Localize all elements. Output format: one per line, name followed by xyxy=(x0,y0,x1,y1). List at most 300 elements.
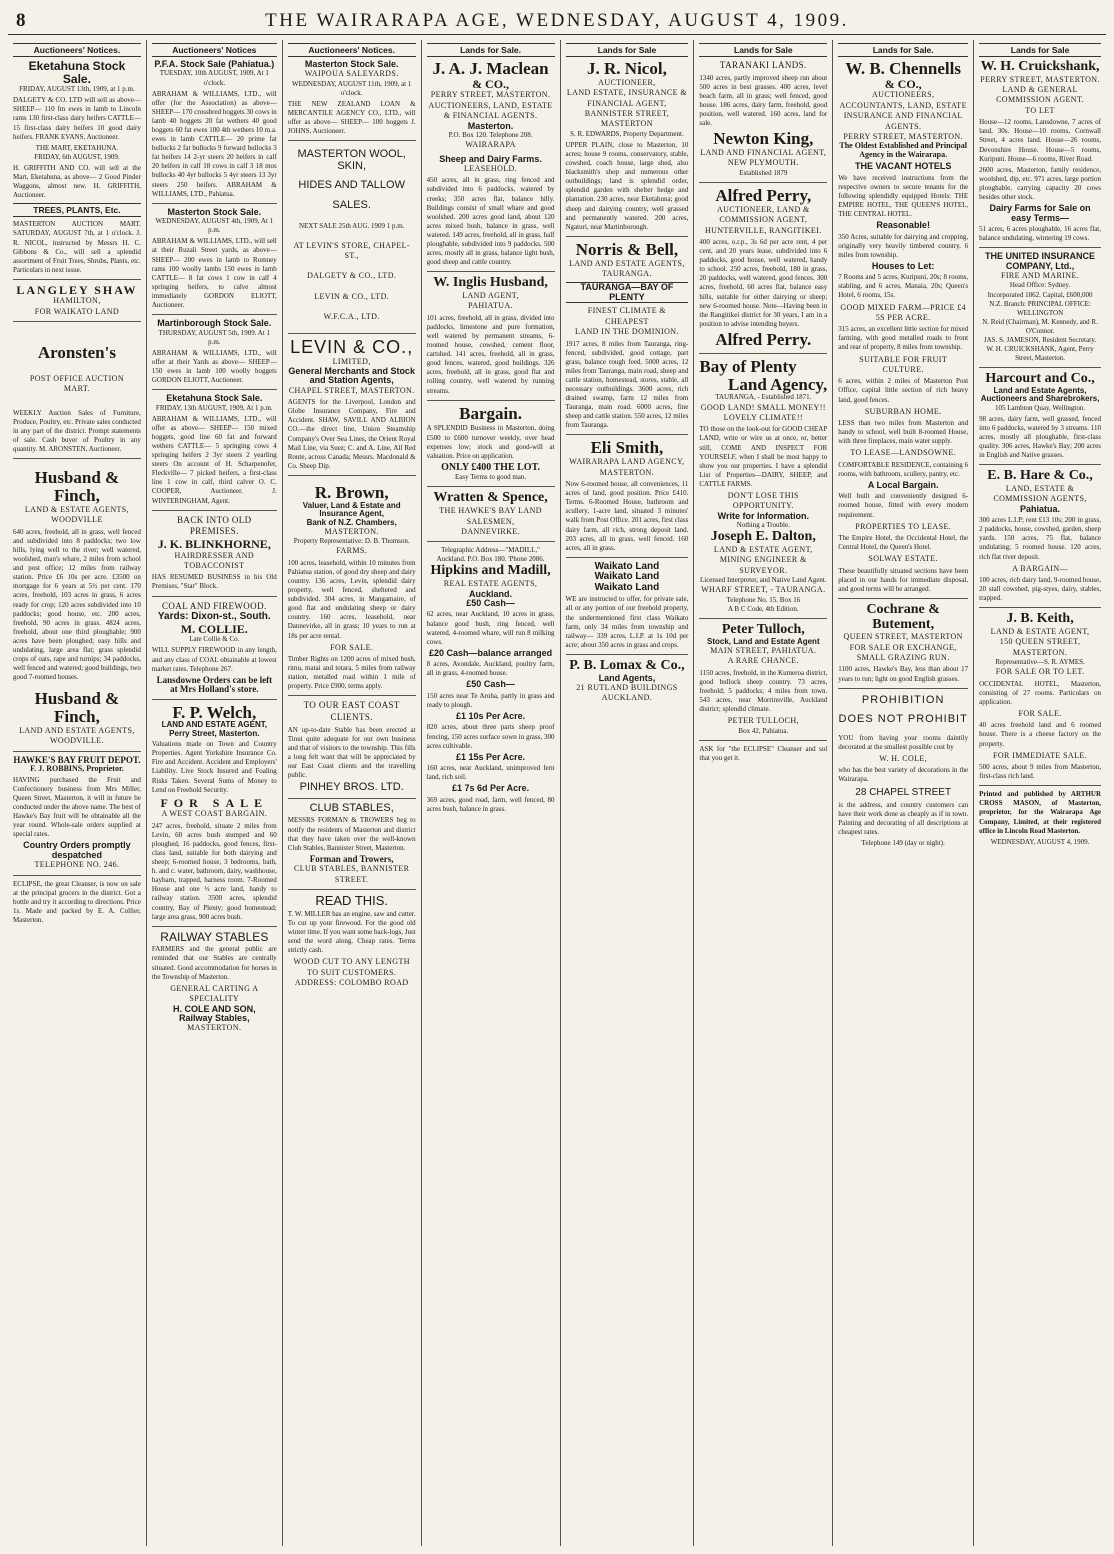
advertiser-name: Alfred Perry, xyxy=(715,185,812,205)
ad-body: 400 acres, o.r.p., 3s 6d per acre rent, 4 per cent, and 20 years lease, subdivided into 6 paddocks, good house, well watered, handy to school. 250 acres, freehold, 180 in grass, 20 paddocks, well watered, good fences. 300 acres, freehold, 60 acres flat, balance easy hills, suitable for either dairying or sheep; new 6-roomed house. Note—Having been in the Rangitikei district for 30 years, I am in a position to advise intending buyers. xyxy=(699,237,828,328)
sale-date: THURSDAY, AUGUST 5th, 1909. At 1 p.m. xyxy=(158,328,271,346)
sale-notice: THE NEW ZEALAND LOAN & MERCANTILE AGENCY CO., LTD., will offer as above— SHEEP— 100 hoggets J. JOHNS, Auctioneer. xyxy=(287,100,416,136)
advertiser-name: THE UNITED INSURANCE COMPANY, Ltd., xyxy=(985,251,1096,271)
advertiser-tagline: and Station Agents, xyxy=(309,375,394,386)
advertiser-name: Cochrane & Butement, xyxy=(866,601,940,632)
listing-price: £1 7s 6d Per Acre. xyxy=(451,783,530,794)
ad-body: ECLIPSE, the great Cleanser, is now on sale at the principal grocers in the district. Got a bottle and try it according to directions. Price 1s. Made and packed by E. A. Collier, Masterton. xyxy=(13,879,141,924)
advertiser-tagline: HAIRDRESSER AND TOBACCONIST xyxy=(174,550,255,570)
ad-headline: MASTERTON WOOL, SKIN, xyxy=(297,148,406,172)
advertiser-address: CLUB STABLES, BANNISTER STREET. xyxy=(293,864,410,884)
advertiser-location: MASTERTON. xyxy=(324,526,379,536)
ad-headline: A RARE CHANCE. xyxy=(727,656,799,666)
advertiser-tagline: Land and Estate Agents, Auctioneers and Sharebrokers, xyxy=(980,385,1100,404)
listing-price: £50 Cash— xyxy=(466,679,515,690)
advertiser-name: W. B. Chennells xyxy=(845,59,961,78)
advertiser-name: W. H. Cruickshank, xyxy=(980,59,1100,74)
advertiser-name: Norris & Bell, xyxy=(575,239,679,259)
ad-body: YOU from having your rooms daintily decorated at the smallest possible cost by xyxy=(838,733,969,751)
ad-note: Lansdowne Orders can be left at Mrs Holland's store. xyxy=(156,674,273,695)
advertiser-name-suffix: & CO., xyxy=(884,76,922,91)
divider xyxy=(979,367,1101,368)
advertiser-tagline: LAND AND ESTATE AGENT, xyxy=(161,720,267,730)
ad-headline: COAL AND FIREWOOD. xyxy=(162,600,267,611)
advertiser-name: J. B. Keith, xyxy=(1006,611,1074,627)
divider xyxy=(152,203,277,204)
sale-date: FRIDAY, 6th AUGUST, 1909. xyxy=(34,152,120,161)
ad-subheadline: SUBURBAN HOME. xyxy=(864,406,942,416)
ad-note: Property Representative: D. B. Thomson. xyxy=(293,537,410,546)
advertiser-tagline: REAL ESTATE AGENTS, xyxy=(443,579,538,589)
ad-headline: SALES. xyxy=(332,199,371,212)
advertiser-name: F. P. Welch, xyxy=(172,702,257,722)
divider xyxy=(13,751,141,752)
advertiser-name: Hipkins and Madill, xyxy=(430,563,551,579)
advertiser-tagline: Licensed Interpreter, and Native Land Agent. xyxy=(699,576,827,585)
advertiser-location: Pahiatua. xyxy=(1020,503,1061,514)
advertiser-tagline: LAND AND ESTATE AGENTS, xyxy=(19,726,135,736)
ad-body: These beautifully situated sections have been placed in our hands for immediate disposal, and good terms will be arranged. xyxy=(838,566,969,593)
advertiser-tagline: General Merchants and Stock xyxy=(288,365,415,376)
divider xyxy=(699,182,827,183)
advertiser-name: Husband & Finch, xyxy=(34,468,120,506)
advertiser-location: AUCKLAND. xyxy=(601,693,653,703)
divider xyxy=(979,247,1101,248)
advertiser-tagline: Railway Stables, xyxy=(179,1012,250,1023)
ad-headline: THE VACANT HOTELS xyxy=(855,161,952,172)
ad-subheadline: FOR SALE. xyxy=(330,642,374,652)
ad-headline: BACK INTO OLD PREMISES. xyxy=(177,514,252,537)
advertiser-contact: Telephone No. 15. Box 16 xyxy=(726,595,801,604)
divider xyxy=(13,321,141,322)
divider xyxy=(699,618,827,619)
advertiser-tagline: Valuer, Land & Estate and Insurance Agent, xyxy=(302,500,401,519)
sale-date: WEDNESDAY, AUGUST 4th, 1909, At 1 p.m. xyxy=(155,217,274,235)
ad-body: T. W. MILLER has an engine, saw and cutter. To cut up your firewood. For the good old winter time. If you want some back-logs, Just send the word along. Cheap rates. Terms strictly cash. xyxy=(287,909,416,955)
advertiser-name: PINHEY BROS. LTD. xyxy=(299,781,404,794)
ad-highlight: Country Orders promptly despatched xyxy=(23,840,131,860)
ad-subheadline: SOLWAY ESTATE. xyxy=(868,554,938,564)
advertiser-contact: Box 42, Pahiatua. xyxy=(738,726,789,735)
advertiser-name: W. H. COLE, xyxy=(879,753,928,763)
advertiser-name: Wratten & Spence, xyxy=(433,490,548,506)
advertiser-location: Masterton. xyxy=(467,120,514,131)
divider xyxy=(152,314,277,315)
advertiser-region: WAIRARAPA xyxy=(465,140,516,150)
ad-body: 640 acres, freehold, all in grass, well fenced and subdivided into 8 paddocks; two low hills, lying well to the river; well watered, woolshed, man's whare, 2 miles from school and post office; 12 miles from railway station. Price £6 10s per acre. £3500 on mortgage for 6 years at 5½ per cent. 170 acres, freehold, 103 acres in grass, 6 acres ready for crop; 120 acres subdivided into 10 paddocks; good house, etc. 200 acres, freehold, 90 acres in grass. 4824 acres, freehold, about one third ploughable; 900 acres have been ploughed; easy hills and undulating, large area flat; grass splendid crops of oats, rape and turnips; 34 paddocks, well fenced and watered; good buildings, two good 7-roomed houses. xyxy=(13,527,141,682)
advertiser-secretary: JAS. S. JAMESON, Resident Secretary. xyxy=(983,335,1097,344)
advertiser-tagline: LAND AND ESTATE AGENTS, xyxy=(569,258,685,268)
advertiser-name: Newton King, xyxy=(713,129,814,149)
ad-body: 1150 acres, freehold, in the Kumeroa district, good bullock sheep country. 73 acres, freehold; 5 paddocks; 4 miles from town. 543 acres, near Morrinsville, Auckland district; splendid climate. xyxy=(699,668,828,714)
advertiser-tagline: LAND AGENT, xyxy=(462,290,519,300)
advertiser-location: MASTERTON. xyxy=(599,467,655,477)
sale-notice: ABRAHAM & WILLIAMS, LTD., will offer at their Yards as above— SHEEP— 150 ewes in lamb 100 woolly hoggets GORDON ELIOTT, Auctioneer. xyxy=(151,348,277,385)
sale-title: THE MART, EKETAHUNA. xyxy=(35,143,119,152)
advertiser-tagline: LAND & ESTATE AGENTS, xyxy=(24,505,130,515)
divider xyxy=(152,926,277,927)
masthead xyxy=(8,8,1106,34)
column-4 xyxy=(422,40,561,1546)
advertiser-location: WOODVILLE. xyxy=(49,736,104,746)
divider xyxy=(288,333,416,334)
ad-body: 100 acres, rich dairy land, 9-roomed house, 20 stall cowshed, pig-styes, dairy, stables, trapped. xyxy=(979,576,1101,603)
sale-title: P.F.A. Stock Sale (Pahiatua.) xyxy=(154,59,275,69)
ad-note: Nothing a Trouble. xyxy=(736,521,790,530)
ad-subheadline: FOR SALE OR TO LET. xyxy=(995,667,1085,677)
advertiser-tagline: LIMITED, xyxy=(332,356,371,366)
imprint: Printed and published by ARTHUR CROSS MASON, of Masterton, proprietor, for the Wairarapa Age Company, Limited, at their registered office in Lincoln Road Masterton. xyxy=(979,790,1101,835)
advertiser-tagline: AUCTIONEER, xyxy=(598,77,656,87)
agent-name: DALGETY & CO., LTD. xyxy=(307,271,397,281)
advertiser-name: LEVIN & CO., xyxy=(290,336,414,357)
advertiser-tagline: Stock, Land and Estate Agent xyxy=(707,636,820,646)
advertiser-name: LANGLEY SHAW xyxy=(16,282,138,297)
ad-headline: FOR SALE xyxy=(160,795,269,810)
ad-body: TO those on the look-out for GOOD CHEAP LAND, write or wire us at once, or, better still, COME AND INSPECT FOR YOURSELF, when I shall be most happy to show you our properties. I have a splendid List of Properties—DAIRY, SHEEP, and CATTLE FARMS. xyxy=(699,425,828,488)
advertiser-address: PERRY STREET, MASTERTON. xyxy=(430,90,551,100)
divider xyxy=(13,458,141,459)
ad-body: 300 acres L.I.P; rent £13 10s; 200 in grass, 2 paddocks, house, cowshed, garden, sheep yards. 150 acres, 75 flat, balance undulating; 5 roomed house. 120 acres, rich flat river deposit. xyxy=(979,516,1101,561)
advertiser-code: A B C Code, 4th Edition. xyxy=(728,604,799,613)
divider xyxy=(288,695,416,696)
ad-subheadline: Write for Information. xyxy=(717,510,809,521)
advertiser-branch: N.Z. Branch: PRINCIPAL OFFICE: WELLINGTON xyxy=(989,299,1091,317)
advertiser-address: QUEEN STREET, MASTERTON xyxy=(843,632,963,642)
listing-body: 820 acres, about three parts sheep proof fencing, 150 acres surface sown in grass, 300 acres cultivable. xyxy=(426,723,555,750)
advertiser-contact: P.O. Box 120. Telephone 208. xyxy=(448,131,533,140)
ad-address: Yards: Dixon-st., South. xyxy=(157,611,271,623)
sale-title: Eketahuna Stock Sale. xyxy=(166,393,263,404)
ad-body: 98 acres, dairy farm, well grassed, fenced into 6 paddocks, watered by 3 streams. 110 acres, mostly all ploughable, first-class quality. 306 acres, Hawke's Bay; 200 acres in English and Native grasses. xyxy=(979,414,1101,460)
divider xyxy=(838,688,968,689)
advertiser-address: WHARF STREET, - TAURANGA. xyxy=(701,585,826,595)
divider xyxy=(566,434,689,435)
ad-headline: TARANAKI LANDS. xyxy=(719,60,807,70)
divider xyxy=(288,140,416,141)
column-heading: Lands for Sale xyxy=(566,43,689,57)
ad-subheadline: FARMS. xyxy=(336,546,368,556)
advertiser-tagline: Late Collie & Co. xyxy=(189,635,240,644)
column-5 xyxy=(561,40,695,1546)
sale-location: WAIPOUA SALEYARDS. xyxy=(304,69,399,79)
ad-body: 1340 acres, partly improved sheep run about 500 acres in best grasses. 400 acres, level beach farm, all in grass; well fenced, good house. 186 acres, dairy farm, freehold, good position, well watered. 160 acres, land for sale. xyxy=(699,73,828,128)
advertiser-tagline: THE HAWKE'S BAY LAND SALESMEN, xyxy=(439,506,542,526)
sale-title: Eketahuna Stock Sale. xyxy=(28,59,126,86)
ad-subheadline: A Local Bargain. xyxy=(867,479,939,490)
listing-price: £1 15s Per Acre. xyxy=(455,751,526,762)
sale-notice: ABRAHAM & WILLIAMS, LTD., will offer (for the Association) as above— SHEEP— 170 crossbred hoggets 30 cows in lamb 40 hoggets 20 fat wethers 40 good hoggets 60 fat ewes 100 4th wethers 10 m.a. ewes in lamb CATTLE— 20 prime fat bullocks 2 fat bullocks 9 forward bullocks 3 fat heifers 14 2-yr steers 20 heifers in calf 20 heifers in calf 18 cows in calf 3 18 mos bullocks 40 4yr bullocks 5 4yr steers 13 3yr steers 250 heifers. ABRAHAM & WILLIAMS, LTD., Pahiatua. xyxy=(151,89,277,198)
listing-price: £20 Cash—balance arranged xyxy=(429,647,553,658)
divider xyxy=(152,389,277,390)
ad-subheadline: TO LEASE—LANDSOWNE. xyxy=(850,448,957,458)
ad-body: 51 acres, 6 acres ploughable, 16 acres flat, balance undulating, wintering 19 cows. xyxy=(979,224,1101,243)
ad-headline: DOES NOT PROHIBIT xyxy=(838,713,968,726)
ad-body: WE are instructed to offer, for private sale, all or any portion of our freehold property, the undermentioned first class Waikato farm, only 34 miles from township and railway— 339 acres, L.I.P. at 1s 10d per acre; about 350 acres in grass and crops. xyxy=(565,595,689,649)
ad-body: 315 acres, an excellent little section for mixed farming, with good metalled roads to front and rear of property, 8 miles from township. xyxy=(838,325,969,352)
ad-headline: Waikato Land xyxy=(594,571,660,583)
ad-body: COMFORTABLE RESIDENCE, containing 6 rooms, with bathroom, scullery, pantry, etc. xyxy=(838,460,969,478)
ad-date: NEXT SALE 25th AUG. 1909 1 p.m. xyxy=(298,221,405,230)
column-3 xyxy=(283,40,422,1546)
sale-notice: MASTERTON AUCTION MART. SATURDAY, AUGUST 7th, at 1 o'clock. J. R. NICOL, instructed by Messrs H. C. Gibbons & Co., will sell a splendid assortment of Fruit Trees, Shrubs, Plants, etc. Particulars in next issue. xyxy=(13,220,141,274)
advertiser-address: CHAPEL STREET, MASTERTON. xyxy=(288,385,415,395)
advertiser-tagline: LAND & GENERAL COMMISSION AGENT. xyxy=(996,85,1085,105)
divider xyxy=(566,654,689,655)
advertiser-directors: N. Reid (Chairman), M. Kennedy, and R. O'Connor. xyxy=(982,317,1098,335)
ad-body: OCCIDENTAL HOTEL, Masterton, consisting of 27 rooms. Particulars on application. xyxy=(979,679,1101,706)
advertiser-location: HUNTERVILLE, RANGITIKEI. xyxy=(704,225,822,235)
advertiser-address: 105 Lambton Quay, Wellington. xyxy=(995,403,1086,412)
advertiser-name: Bay of Plenty xyxy=(699,356,797,376)
listing-price: £1 10s Per Acre. xyxy=(455,711,526,722)
page-number: 8 xyxy=(16,10,26,31)
column-6 xyxy=(694,40,833,1546)
ad-subheadline: GOOD MIXED FARM—PRICE £4 5S PER ACRE. xyxy=(840,302,967,322)
advertiser-tagline: AUCTIONEER, LAND & COMMISSION AGENT, xyxy=(716,204,810,225)
ad-headline: CLUB STABLES, xyxy=(309,801,394,814)
ad-headline: Waikato Land xyxy=(594,581,660,593)
ad-headline: HIDES AND TALLOW xyxy=(298,179,405,192)
column-heading: Lands for Sale xyxy=(699,43,827,57)
ad-body: 100 acres, leasehold, within 10 minutes from Pahiatua station, of good dry sheep and dairy country. 136 acres, Levin, splendid dairy property, well fenced, sheltered and subdivided. 304 acres, in Mangamaire, of good flat and undulating sheep or dairy country. 160 acres, leasehold, near Dannevirke, all in grass; 10 years to run at 18s per acre rental. xyxy=(287,558,416,640)
advertiser-department: S. R. EDWARDS, Property Department. xyxy=(570,129,684,138)
advertiser-tagline: Land Agents, xyxy=(598,672,656,683)
advertiser-name: Aronsten's xyxy=(37,343,116,363)
advertiser-location: PAHIATUA. xyxy=(468,301,513,311)
advertiser-proprietor: F. J. ROBBINS, Proprietor. xyxy=(30,764,124,774)
advertiser-slogan: The Oldest Established and Principal Agency in the Wairarapa. xyxy=(839,141,967,159)
sale-notice: ABRAHAM & WILLIAMS, LTD., will offer as above— SHEEP— 150 mixed hoggets, good line 60 fat and forward wethers CATTLE— 5 springing cows 4 springing heifers 2 3yr steers 2 yearling steers On account of H. Scharpenofer, Fleckville— 7 picked heifers, a first-class line 1 cow in calf, third calver O. C. COOPER, Auctioneer. J. WINTERINGHAM, Agent. xyxy=(151,414,277,505)
listing-body: 369 acres, good road, farm, well fenced, 80 acres bush, balance in grass. xyxy=(426,795,555,813)
ad-body: 500 acres, about 9 miles from Masterton, first-class rich land. xyxy=(979,763,1101,781)
advertiser-location: MASTERTON. xyxy=(187,1023,242,1033)
advertiser-tagline: MART. xyxy=(63,384,90,394)
ad-subheadline: FOR IMMEDIATE SALE. xyxy=(993,750,1088,760)
advertiser-address: PERRY STREET, MASTERTON. xyxy=(843,132,964,141)
divider xyxy=(288,889,416,890)
advertiser-address: MAIN STREET, PAHIATUA. xyxy=(710,645,817,655)
ad-body: 40 acres freehold land and 6 roomed house. There is a cheese factory on the property. xyxy=(979,721,1101,748)
listing-price: £50 Cash— xyxy=(466,597,515,608)
page-columns xyxy=(8,40,1106,1546)
advertiser-tagline: FIRE AND MARINE. xyxy=(1000,271,1080,281)
divider xyxy=(13,875,141,876)
column-8 xyxy=(974,40,1106,1546)
divider xyxy=(427,541,555,542)
advertiser-name: W. Inglis Husband, xyxy=(433,275,548,291)
listing-body: 8 acres, Avondale, Auckland, poultry farm, all in grass, 4-roomed house. xyxy=(426,660,555,678)
divider xyxy=(979,785,1101,786)
advertiser-name: Harcourt and Co., xyxy=(985,371,1095,387)
column-2 xyxy=(147,40,283,1546)
divider xyxy=(699,353,827,354)
ad-subheadline: PROPERTIES TO LEASE. xyxy=(855,521,952,531)
advertiser-contact: Telegraphic Address—"MADILL," Auckland. P.O. Box 180. 'Phone 2086. xyxy=(436,546,545,564)
ad-subheadline: FOR SALE OR EXCHANGE, SMALL GRAZING RUN. xyxy=(849,642,957,663)
ad-body: is the address, and country customers can have their work done as cheaply as if in town. Painting and decorating of all descriptions at cheapest rates. xyxy=(838,800,969,837)
advertiser-capital: Incorporated 1862. Capital, £600,000 xyxy=(987,290,1093,299)
ad-body: 247 acres, freehold, situate 2 miles from Levin, 60 acres bush stumped and 60 ploughed, 16 paddocks, good fences, first-class land, suitable for both dairying and sheep; 6-roomed house, 3 bedrooms, bath, h. and c. water, bathroom, dairy, washhouse, haybarn, trapped, harness room. 7-Roomed House and one ½ acre land, handy to railway station. 3500 acres, splendid country, Bay of Plenty; good homestead; large area grass, 900 acres bush. xyxy=(151,821,277,921)
advertiser-location: WOODVILLE xyxy=(51,515,103,525)
advertiser-address: PERRY STREET, MASTERTON. xyxy=(980,74,1100,84)
ad-subheadline: TO LET xyxy=(1025,105,1055,115)
divider xyxy=(152,699,277,700)
advertiser-name: H. COLE AND SON, xyxy=(172,1003,256,1014)
divider xyxy=(566,236,689,237)
advertiser-name: R. Brown, xyxy=(314,482,389,502)
advertiser-name: J. A. J. Maclean xyxy=(432,59,549,78)
column-heading: Auctioneers' Notices xyxy=(152,43,277,57)
divider xyxy=(979,464,1101,465)
divider xyxy=(566,557,689,558)
divider xyxy=(152,510,277,511)
divider xyxy=(152,596,277,597)
advertiser-name: E. B. Hare & Co., xyxy=(987,468,1093,484)
ad-body: The Empire Hotel, the Occidental Hotel, the Central Hotel, the Queen's Hotel. xyxy=(838,534,969,552)
ad-body: 1100 acres, Hawke's Bay, less than about 17 years to run; light on good English grasses. xyxy=(838,665,969,683)
divider xyxy=(13,279,141,280)
ad-subheadline: FOR SALE. xyxy=(1018,708,1062,718)
advertiser-tagline: POST OFFICE AUCTION xyxy=(29,374,124,384)
ad-location: AT LEVIN'S STORE, CHAPEL-ST., xyxy=(293,240,410,261)
ad-body: MESSRS FORMAN & TROWERS beg to notify the residents of Masterton and district that they have taken over the well-known Club Stables, Bannister Street, Masterton. xyxy=(287,816,416,852)
sale-title: Masterton Stock Sale. xyxy=(167,206,262,217)
advertiser-address: 150 QUEEN STREET, MASTERTON. xyxy=(999,637,1081,657)
divider xyxy=(427,271,555,272)
advertiser-location: TAURANGA, - Established 1871. xyxy=(715,393,812,402)
advertiser-tagline: LAND & ESTATE AGENT, xyxy=(990,627,1090,637)
divider xyxy=(427,486,555,487)
ad-body: 2600 acres, Masterton, family residence, woolshed, dip, etc. 971 acres, large portion ploughable, carrying capacity 20 cows besides other stock. xyxy=(979,165,1101,201)
column-heading: Lands for Sale. xyxy=(838,43,968,57)
ad-body: 7 Rooms and 5 acres, Kuripuni, 20s; 8 rooms, stabling, and 6 acres, Manaia, 20s; Queen's Hotel, 6 rooms, 15s. xyxy=(838,273,969,300)
ad-subheadline: LEASEHOLD. xyxy=(464,163,518,173)
ad-body: Valuations made on Town and Country Properties. Agent Yorkshire Insurance Co. Fire and Accident. Accident and Employers' Liability. Live Stock Insured and Foaling Risks Taken. Several Sums of Money to Lend on Freehold Security. xyxy=(151,740,277,794)
ad-headline: TO OUR EAST COAST CLIENTS. xyxy=(303,700,400,723)
advertiser-name: Forman and Trowers, xyxy=(309,853,394,864)
advertiser-name: RAILWAY STABLES xyxy=(160,929,269,944)
column-heading: Auctioneers' Notices. xyxy=(13,43,141,57)
advertiser-tagline: LAND ESTATE, INSURANCE & FINANCIAL AGENT, xyxy=(566,88,687,108)
advertiser-name: Land Agency, xyxy=(728,374,828,394)
ad-headline: Waikato Land xyxy=(594,560,660,572)
ad-body: WILL SUPPLY FIREWOOD in any length, and any class of COAL obtainable at lowest market rates. Telephone 267. xyxy=(151,646,277,673)
ad-subheadline: DON'T LOSE THIS OPPORTUNITY. xyxy=(727,490,799,511)
ad-body: 350 Acres, suitable for dairying and cropping, originally very heavily timbered country, 6 miles from township. xyxy=(838,232,969,259)
advertiser-name: Eli Smith, xyxy=(590,438,664,458)
divider xyxy=(699,740,827,741)
advertiser-name: J. K. BLINKHORNE, xyxy=(157,536,271,551)
sale-title: Martinborough Stock Sale. xyxy=(157,318,272,329)
ad-body: Now 6-roomed house, all conveniences, 11 acres of land, good position. Price £410. Terms. 6-Roomed House, bathroom and scullery, 1-acre land, situated 3 minutes' walk from Post Office. 201 acres, first class dairy farm, all rich, strong deposit land. 203 acres, all in grass, well fenced. 160 acres, all in grass. xyxy=(565,480,689,552)
ad-body: AN up-to-date Stable has been erected at Tinui quite adequate for our own business and that of visitors to the township. This fills a long felt want that will be appreciated by our East Coast clients and the travelling public. xyxy=(287,725,416,780)
advertiser-tagline: WAIRARAPA LAND AGENCY, xyxy=(569,457,685,467)
ad-body: HAS RESUMED BUSINESS in his Old Premises, "Star" Block. xyxy=(151,573,277,591)
ad-subheadline: A WEST COAST BARGAIN. xyxy=(161,809,268,819)
advertiser-location: Auckland. xyxy=(469,588,513,599)
ad-headline: GOOD LAND! SMALL MONEY!! LOVELY CLIMATE!! xyxy=(700,402,826,422)
advertiser-address: BANNISTER STREET, MASTERTON xyxy=(584,109,670,129)
advertiser-name: Peter Tulloch, xyxy=(721,621,805,637)
advertiser-address: 21 RUTLAND BUILDINGS xyxy=(576,683,678,692)
advertiser-agent: W. H. CRUICKSHANK, Agent, Perry Street, Masterton. xyxy=(986,345,1094,363)
divider xyxy=(427,400,555,401)
advertiser-tagline: AUCTIONEERS, ACCOUNTANTS, LAND, ESTATE INSURANCE AND FINANCIAL AGENTS. xyxy=(839,90,967,131)
ad-body: Well built and conveniently designed 6-roomed house, fitted with every modern requirement. xyxy=(838,492,969,519)
ad-body: FARMERS and the general public are reminded that our Stables are centrally situated. Good accommodation for horses in the Township of Masterton. xyxy=(151,945,277,981)
advertiser-contact: Telephone 149 (day or night). xyxy=(861,839,945,848)
ad-headline: Bargain. xyxy=(459,403,522,423)
ad-headline: PROHIBITION xyxy=(861,693,945,706)
ad-headline: TAURANGA—BAY OF PLENTY xyxy=(566,282,689,303)
sale-date: TUESDAY, 10th AUGUST, 1909, At 1 o'clock. xyxy=(159,69,269,87)
agent-name: W.F.C.A., LTD. xyxy=(323,312,380,322)
masthead-rule xyxy=(8,34,1106,35)
advertiser-tagline: LAND, ESTATE & COMMISSION AGENTS, xyxy=(993,483,1087,504)
newspaper-title: THE WAIRARAPA AGE, WEDNESDAY, AUGUST 4, 1909. xyxy=(265,10,849,31)
ad-telephone: TELEPHONE NO. 246. xyxy=(34,860,120,870)
agent-name: LEVIN & CO., LTD. xyxy=(314,291,390,301)
ad-body: who has the best variety of decorations in the Wairarapa. xyxy=(838,766,969,784)
ad-subheadline: A BARGAIN— xyxy=(1012,563,1068,573)
advertiser-tagline: FOR WAIKATO LAND xyxy=(34,306,120,316)
advertiser-established: Established 1879 xyxy=(739,168,788,177)
listing-body: 62 acres, near Auckland, 10 acres in grass, balance good bush, ring fenced, well watered, 4-roomed whare, will run 8 milking cows. xyxy=(426,610,555,646)
ad-subheadline: Reasonable! xyxy=(876,220,930,231)
advertiser-name: Husband & Finch, xyxy=(34,689,120,727)
ad-headline: READ THIS. xyxy=(315,893,389,909)
sale-date: FRIDAY, AUGUST 13th, 1909, at 1 p.m. xyxy=(19,85,135,94)
divider xyxy=(288,475,416,476)
advertiser-address: Perry Street, Masterton. xyxy=(169,728,260,738)
ad-body: 1917 acres, 8 miles from Tauranga, ring-fenced, subdivided, good cottage, part grass, balance rough feed. 5000 acres, 12 miles from Tauranga, main road, sheep and cattle station, homestead, stores, stable, all necessary outbuildings. 3600 acres, rich drained swamp, farm 12 miles from Tauranga, main road. 6000 acres, fine sheep and cattle station. 550 acres, 12 miles from Tauranga. xyxy=(565,339,689,430)
column-7 xyxy=(833,40,974,1546)
ad-body: LESS than two miles from Masterton and handy to school, well built 8-roomed House, with three fireplaces, main water supply. xyxy=(838,419,969,446)
advertiser-signature: PETER TULLOCH, xyxy=(727,716,799,726)
ad-subheadline: Dairy Farms for Sale on easy Terms— xyxy=(989,203,1091,223)
ad-body: ASK for "the ECLIPSE" Cleanser and sol that you get it. xyxy=(699,744,828,762)
advertiser-location: TAURANGA. xyxy=(602,269,652,279)
ad-body: House—12 rooms, Lansdowne, 7 acres of land, 30s. House—10 rooms, Cornwall Street, 4 acres land. House—26 rooms, Devonshire House. House—5 rooms, Kuripuni. House—6 rooms, River Road. xyxy=(979,118,1101,163)
divider xyxy=(288,798,416,799)
advertiser-name: M. COLLIE. xyxy=(180,621,248,636)
divider xyxy=(979,607,1101,608)
ad-headline: GENERAL CARTING A SPECIALITY xyxy=(170,983,259,1004)
advertiser-name-suffix: & CO., xyxy=(472,76,510,91)
advertiser-tagline: AUCTIONEERS, LAND, ESTATE & FINANCIAL AGENTS. xyxy=(428,100,553,121)
advertiser-location: DANNEVIRKE. xyxy=(461,526,520,536)
ad-subheadline: SUITABLE FOR FRUIT CULTURE. xyxy=(859,354,948,374)
advertiser-representative: Representative—S. R. AYMES. xyxy=(995,658,1085,667)
advertiser-address: 28 CHAPEL STREET xyxy=(855,787,952,799)
imprint-date: WEDNESDAY, AUGUST 4, 1909. xyxy=(990,837,1090,846)
column-heading: Lands for Sale. xyxy=(427,43,555,57)
column-1 xyxy=(8,40,147,1546)
advertiser-tagline: LAND AND FINANCIAL AGENT, xyxy=(700,148,827,158)
ad-note: Easy Terms to good man. xyxy=(455,473,527,482)
advertiser-office: Head Office: Sydney. xyxy=(1009,281,1071,290)
sale-notice: ABRAHAM & WILLIAMS, LTD., will sell at their Ruzali Street yards, as above— SHEEP— 200 ewes in lamb to Romney rams 100 woolly lambs 150 ewes in lamb CATTLE— 8 fat cows 1 cow in calf 4 springing heifers, to calve almost immediately GORDON ELIOTT, Auctioneer. xyxy=(151,237,277,310)
ad-body: AGENTS for the Liverpool, London and Globe Insurance Company, Fire and Accident. SHAW, SAVILL AND ALBION CO.—the direct line, Union Steamship Company's Over Sea Lines, the Orient Royal Mail Line, via Suez; C. and A. Line, All Red Route, across Canada; Messrs. Macdonald & Co. Sheep Dip. xyxy=(287,398,416,470)
ad-body: 450 acres, all in grass, ring fenced and subdivided into 6 paddocks, watered by creeks; 350 acres flat, balance hilly. Buildings consist of small whare and good woolshed. 200 acres good land, about 120 acres mixed bush, balance in grass, well watered. 149 acres, freehold, all in grass, half ploughable, subdivided into 9 paddocks. 500 acres, mostly all in grass, balance light bush, good sheep and cattle country. xyxy=(426,176,555,267)
advertiser-location: NEW PLYMOUTH. xyxy=(727,158,799,168)
sale-title: Masterton Stock Sale. xyxy=(304,59,399,69)
advertiser-tagline: LAND & ESTATE AGENT, MINING ENGINEER & SURVEYOR. xyxy=(713,544,813,575)
ad-price: ONLY £400 THE LOT. xyxy=(441,461,541,473)
section-heading: TREES, PLANTS, Etc. xyxy=(13,203,141,217)
advertiser-name: HAWKE'S BAY FRUIT DEPOT. xyxy=(13,754,141,765)
